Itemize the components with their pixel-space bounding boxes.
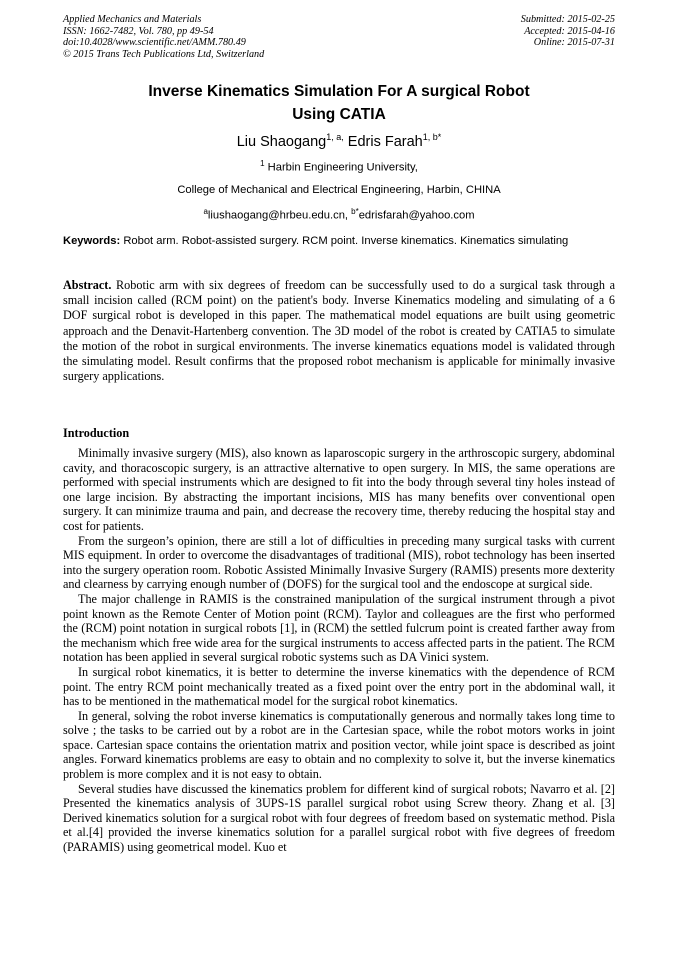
affiliation-university bbox=[63, 153, 615, 179]
copyright-line: © 2015 Trans Tech Publications Ltd, Switzerland bbox=[63, 48, 265, 60]
email-line bbox=[63, 201, 615, 227]
author-name: Liu Shaogang bbox=[236, 133, 327, 150]
journal-name: Applied Mechanics and Materials bbox=[63, 14, 202, 25]
affiliation-college: College of Mechanical and Electrical Engineering, Harbin, CHINA bbox=[177, 183, 501, 196]
header-left bbox=[63, 14, 264, 60]
publication-header bbox=[63, 14, 615, 60]
accepted-date: Accepted: 2015-04-16 bbox=[524, 25, 615, 37]
title-line-2: Using CATIA bbox=[292, 106, 386, 123]
body-paragraph: The major challenge in RAMIS is the constrained manipulation of the surgical instrument through a pivot point known as the Remote Center of Motion point (RCM). Taylor and colleagues are the first who performed the (RCM) point notation in surgical robots [1], in (RCM) the settled fulcrum point is created farther away from the mechanism which free wide area for the surgical instruments to access affected parts in the patient. The RCM notation has been applied in several surgical robotic systems such as DA Vinici system. bbox=[63, 591, 615, 665]
online-date: Online: 2015-07-31 bbox=[533, 37, 615, 49]
body-paragraph: In surgical robot kinematics, it is better to determine the inverse kinematics with the dependence of RCM point. The entry RCM point mechanically treated as a fixed point over the entry port in the abdominal wall, it has to be mentioned in the mathematical model for the surgical robot kinematics. bbox=[63, 664, 615, 709]
author-name: Edris Farah bbox=[347, 133, 423, 150]
author-affiliation-mark: 1, a, bbox=[326, 132, 344, 142]
keywords-label: Keywords: bbox=[63, 235, 121, 247]
email-mark: b* bbox=[351, 206, 359, 216]
affiliation-mark: 1 bbox=[260, 159, 265, 168]
paper-title bbox=[63, 80, 615, 126]
email-mark: a bbox=[203, 206, 208, 216]
author-affiliation-mark: 1, b* bbox=[422, 132, 442, 142]
affiliation-text: Harbin Engineering University, bbox=[267, 161, 418, 174]
email-address: edrisfarah@yahoo.com bbox=[358, 209, 475, 222]
body-paragraph: Minimally invasive surgery (MIS), also known as laparoscopic surgery in the arthroscopic surgery, abdominal cavity, and thoracoscopic surgery, is an attractive alternative to open surgery. In MIS, the same operations are performed with special instruments which are designed to fit into the body through several tiny holes instead of one large incision. By abstracting the important incisions, MIS has many benefits over conventional open surgery. It can minimize trauma and pain, and decrease the recovery time, thereby reducing the hospital stay and cost for patients. bbox=[63, 446, 615, 533]
body-paragraph: From the surgeon’s opinion, there are still a lot of difficulties in preceding many surgical tasks with current MIS equipment. In order to overcome the disadvantages of traditional (MIS), robot technology has been inserted into the surgery operation room. Robotic Assisted Minimally Invasive Surgery (RAMIS) presents more dexterity and clearness by carrying enough number of (DOFS) for the surgical tool and the endoscope at surgical side. bbox=[63, 533, 615, 592]
section-heading-introduction: Introduction bbox=[63, 426, 130, 440]
keywords-section bbox=[63, 235, 615, 248]
doi-line: doi:10.4028/www.scientific.net/AMM.780.49 bbox=[63, 37, 246, 49]
abstract-label: Abstract. bbox=[63, 278, 112, 292]
abstract-section bbox=[63, 278, 615, 384]
body-paragraph: Several studies have discussed the kinematics problem for different kind of surgical robots; Navarro et al. [2] Presented the kinematics analysis of 3UPS-1S parallel surgical robot using Screw theory. Zhang et al. [3] Derived kinematics solution for a surgical robot with four degrees of freedom based on systematic method. Pisla et al.[4] provided the inverse kinematics solution for a parallel surgical robot with five degrees of freedom (PARAMIS) using geometrical model. Kuo et bbox=[63, 781, 615, 855]
author-list bbox=[63, 127, 615, 152]
keywords-text: Robot arm. Robot-assisted surgery. RCM point. Inverse kinematics. Kinematics simulating bbox=[123, 235, 569, 247]
issn-line: ISSN: 1662-7482, Vol. 780, pp 49-54 bbox=[63, 25, 214, 37]
email-address: liushaogang@hrbeu.edu.cn, bbox=[207, 209, 349, 222]
submitted-date: Submitted: 2015-02-25 bbox=[520, 14, 615, 25]
introduction-body bbox=[63, 446, 615, 855]
body-paragraph: In general, solving the robot inverse kinematics is computationally generous and normally takes long time to solve ; the tasks to be carried out by a robot are in the Cartesian space, while the robot motors works in joint space. Cartesian space contains the orientation matrix and position vector, while joint space is described as joint angles. Forward kinematics problems are easy to obtain and no complexity to solve it, but the inverse kinematics problem is more complex and it is not easy to obtain. bbox=[63, 708, 615, 782]
header-right bbox=[521, 14, 615, 60]
title-line-1: Inverse Kinematics Simulation For A surgical Robot bbox=[148, 83, 530, 100]
affiliation-block bbox=[63, 153, 615, 226]
abstract-text: Robotic arm with six degrees of freedom can be successfully used to do a surgical task through a small incision called (RCM point) on the patient's body. Inverse Kinematics modeling and simulating of a 6 DOF surgical robot is developed in this paper. The mathematical model equations are built using geometric approach and the Denavit-Hartenberg convention. The 3D model of the robot is created by CATIA5 to simulate the motion of the robot in surgical environments. The inverse kinematics equations model is validated through the simulating model. Result confirms that the proposed robot mechanism is applicable for minimally invasive surgery applications. bbox=[63, 278, 615, 384]
